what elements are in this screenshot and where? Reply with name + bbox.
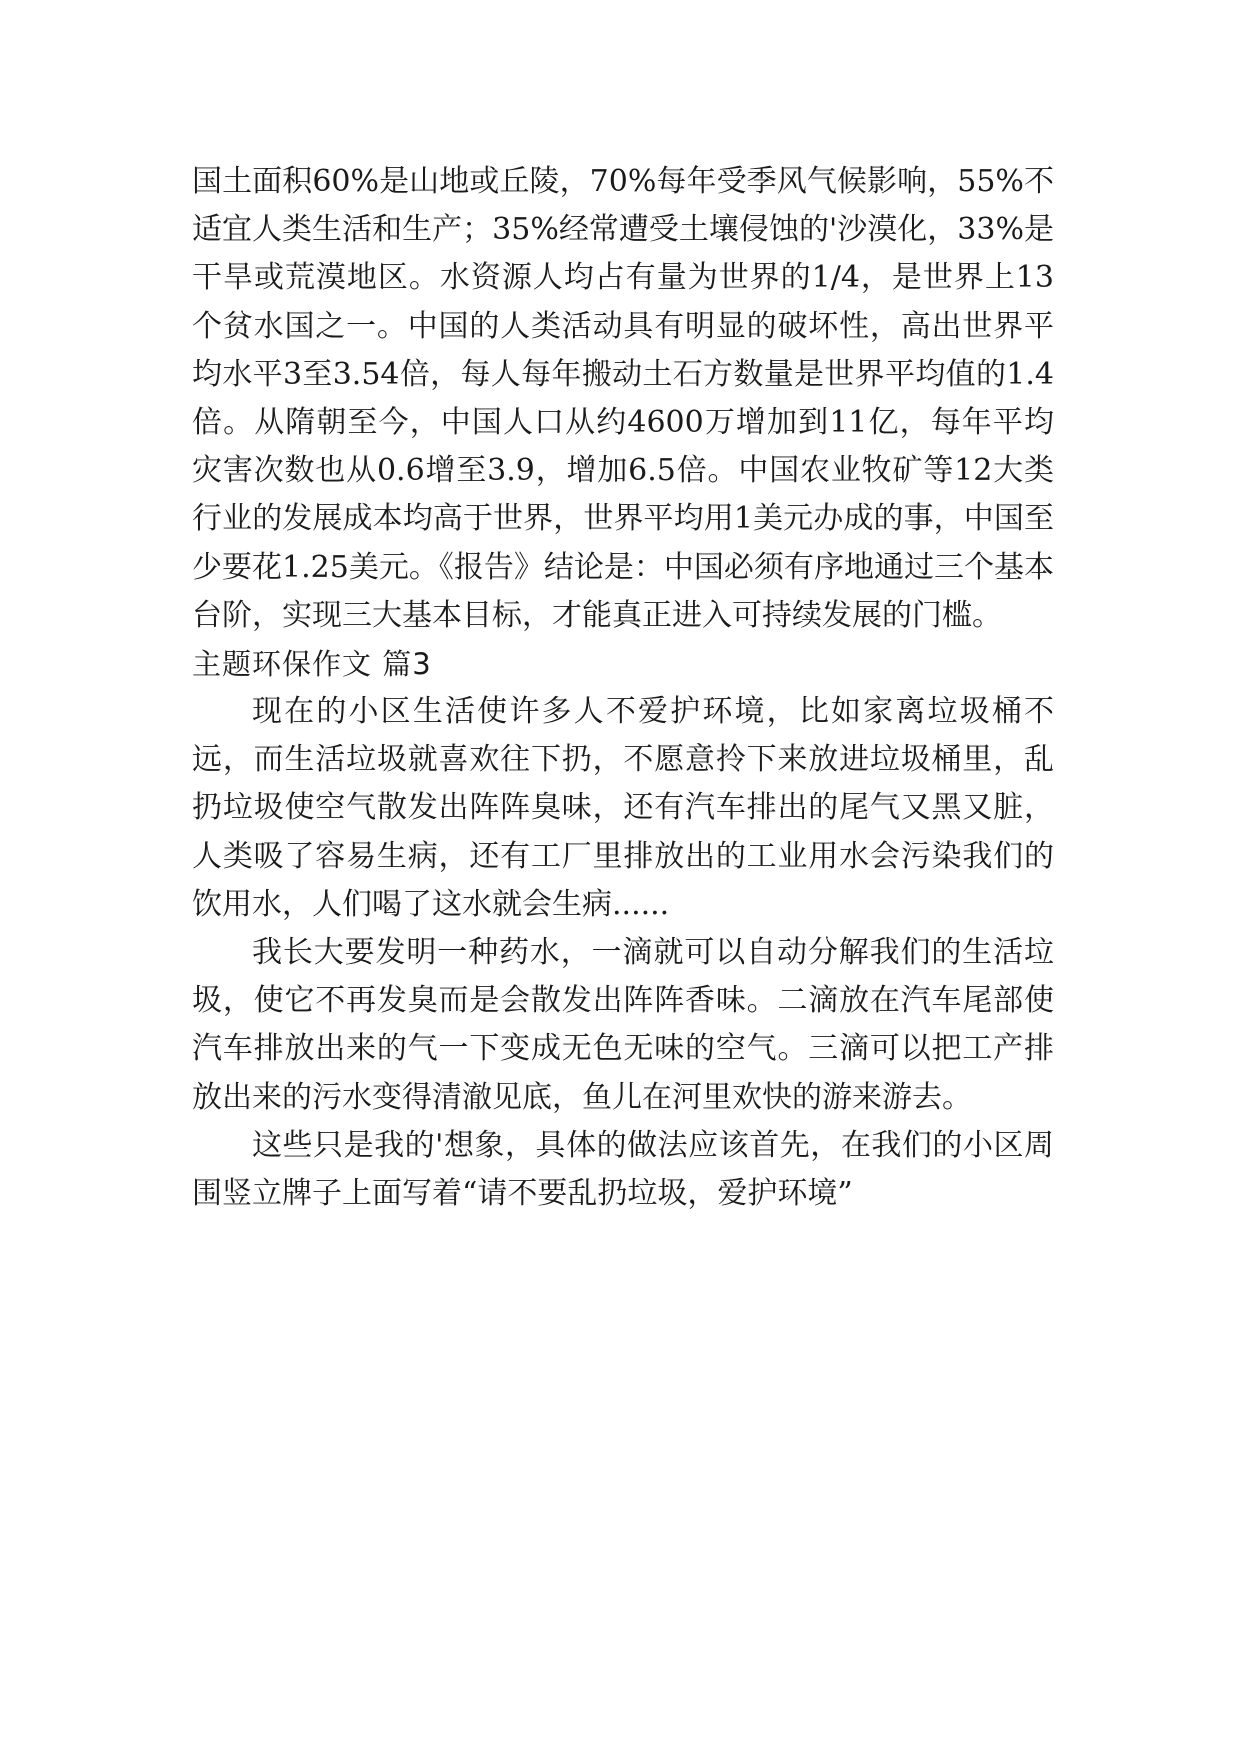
paragraph-invention-idea: 我长大要发明一种药水，一滴就可以自动分解我们的生活垃圾，使它不再发臭而是会散发出阵阵香味。二滴放在汽车尾部使汽车排放出来的气一下变成无色无味的空气。三滴可以把工产排放出来的污水变得清澈见底，鱼儿在河里欢快的游来游去。 xyxy=(192,935,1054,1115)
document-body xyxy=(192,158,1054,1218)
paragraph-community-pollution: 现在的小区生活使许多人不爱护环境，比如家离垃圾桶不远，而生活垃圾就喜欢往下扔，不愿意拎下来放进垃圾桶里，乱扔垃圾使空气散发出阵阵臭味，还有汽车排出的尾气又黑又脏，人类吸了容易生病，还有工厂里排放出的工业用水会污染我们的饮用水，人们喝了这水就会生病...... xyxy=(192,694,1054,922)
paragraph-statistics: 国土面积60%是山地或丘陵，70%每年受季风气候影响，55%不适宜人类生活和生产；35%经常遭受土壤侵蚀的'沙漠化，33%是干旱或荒漠地区。水资源人均占有量为世界的1/4，是世界上13个贫水国之一。中国的人类活动具有明显的破坏性，高出世界平均水平3至3.54倍，每人每年搬动土石方数量是世界平均值的1.4倍。从隋朝至今，中国人口从约4600万增加到11亿，每年平均灾害次数也从0.6增至3.9，增加6.5倍。中国农业牧矿等12大类行业的发展成本均高于世界，世界平均用1美元办成的事，中国至少要花1.25美元。《报告》结论是：中国必须有序地通过三个基本台阶，实现三大基本目标，才能真正进入可持续发展的门槛。 xyxy=(192,164,1054,633)
paragraph-action-plan: 这些只是我的'想象，具体的做法应该首先，在我们的小区周围竖立牌子上面写着“请不要乱扔垃圾，爱护环境” xyxy=(192,1127,1054,1212)
section-heading: 主题环保作文 篇3 xyxy=(192,647,432,682)
